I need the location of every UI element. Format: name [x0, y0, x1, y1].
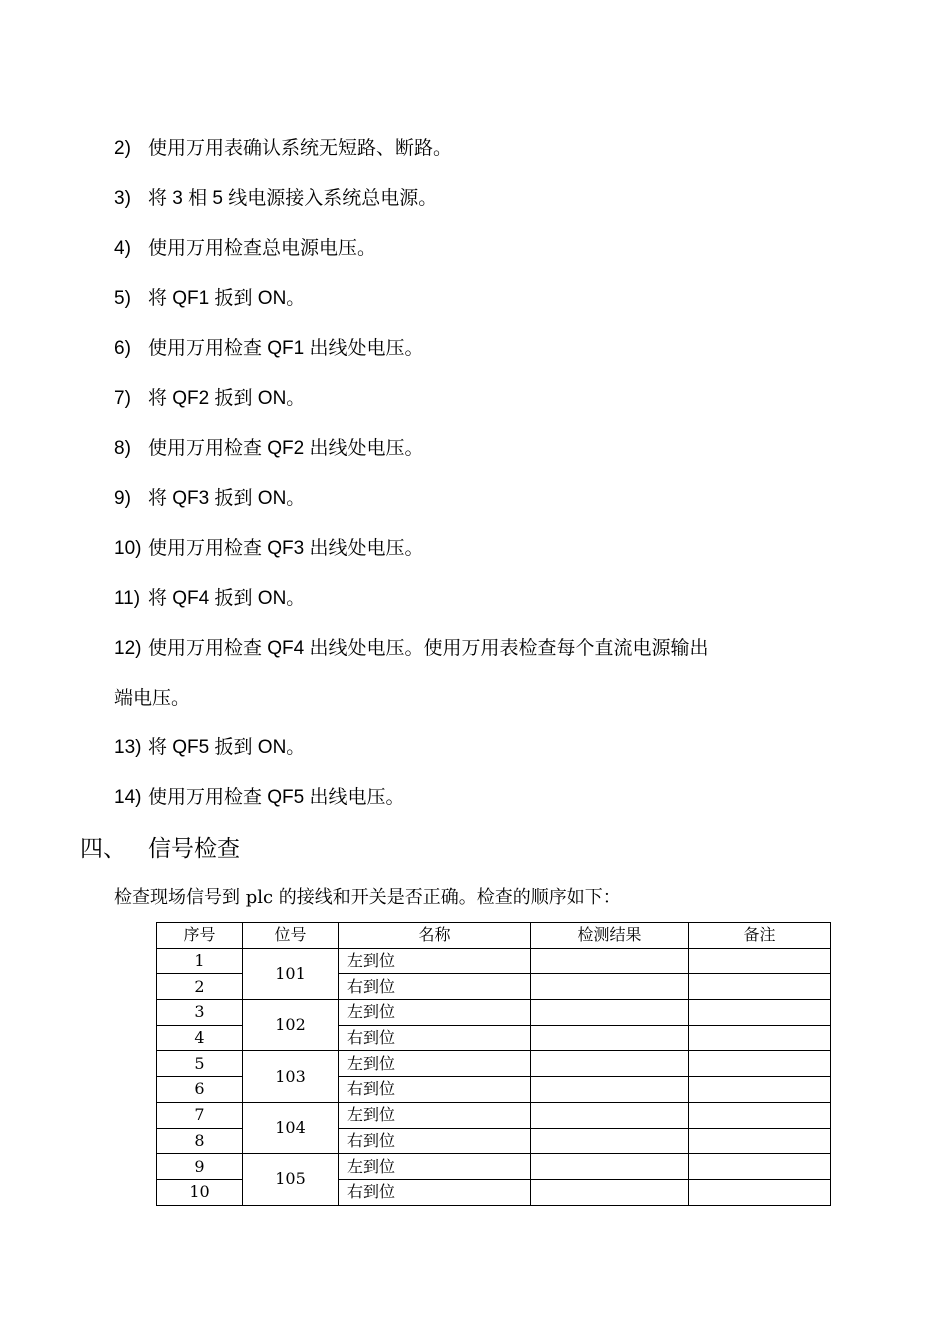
name-cell: 右到位 [339, 1128, 531, 1154]
step-text: 将 QF1 扳到 ON。 [148, 288, 306, 309]
step-text: 使用万用检查 QF3 出线处电压。 [148, 538, 424, 559]
step-item [114, 736, 305, 760]
seq-cell: 9 [157, 1154, 243, 1180]
header-result: 检测结果 [531, 923, 689, 949]
header-seq: 序号 [157, 923, 243, 949]
result-cell[interactable] [531, 1000, 689, 1026]
name-cell: 左到位 [339, 1000, 531, 1026]
step-text: 使用万用检查总电源电压。 [148, 238, 377, 259]
table-header-row [157, 923, 831, 949]
seq-cell: 8 [157, 1128, 243, 1154]
result-cell[interactable] [531, 1077, 689, 1103]
step-number: 7) [114, 388, 131, 409]
header-name: 名称 [339, 923, 531, 949]
step-item [114, 337, 424, 361]
result-cell[interactable] [531, 1179, 689, 1205]
step-item [114, 287, 305, 311]
step-item [114, 237, 376, 261]
table-row [157, 1051, 831, 1077]
seq-cell: 5 [157, 1051, 243, 1077]
note-cell[interactable] [689, 948, 831, 974]
step-number: 2) [114, 138, 131, 159]
step-number: 3) [114, 188, 131, 209]
step-text: 使用万用表确认系统无短路、断路。 [148, 138, 453, 159]
section-number: 四、 [80, 836, 126, 862]
result-cell[interactable] [531, 974, 689, 1000]
table-row [157, 1154, 831, 1180]
result-cell[interactable] [531, 948, 689, 974]
tag-cell: 103 [243, 1051, 339, 1102]
table-row [157, 1102, 831, 1128]
step-item [114, 187, 437, 211]
seq-cell: 7 [157, 1102, 243, 1128]
note-cell[interactable] [689, 1000, 831, 1026]
step-text: 使用万用检查 QF5 出线电压。 [148, 787, 405, 808]
header-tag: 位号 [243, 923, 339, 949]
step-text: 将 QF3 扳到 ON。 [148, 488, 306, 509]
name-cell: 右到位 [339, 1179, 531, 1205]
step-item [114, 387, 305, 411]
seq-cell: 2 [157, 974, 243, 1000]
section-heading [80, 834, 240, 864]
step-item [114, 587, 305, 611]
header-note: 备注 [689, 923, 831, 949]
step-number: 6) [114, 338, 131, 359]
name-cell: 右到位 [339, 1025, 531, 1051]
table-row [157, 948, 831, 974]
tag-cell: 104 [243, 1102, 339, 1153]
step-text: 将 QF4 扳到 ON。 [148, 588, 306, 609]
table-row [157, 1000, 831, 1026]
step-number: 13) [114, 737, 142, 758]
signal-check-table [156, 922, 831, 1206]
step-number: 10) [114, 538, 142, 559]
name-cell: 左到位 [339, 1051, 531, 1077]
name-cell: 左到位 [339, 1154, 531, 1180]
tag-cell: 105 [243, 1154, 339, 1205]
seq-cell: 1 [157, 948, 243, 974]
note-cell[interactable] [689, 1051, 831, 1077]
step-item [114, 437, 424, 461]
name-cell: 左到位 [339, 1102, 531, 1128]
seq-cell: 4 [157, 1025, 243, 1051]
result-cell[interactable] [531, 1051, 689, 1077]
note-cell[interactable] [689, 1102, 831, 1128]
step-item [114, 786, 405, 810]
seq-cell: 3 [157, 1000, 243, 1026]
note-cell[interactable] [689, 1179, 831, 1205]
step-number: 11) [114, 588, 141, 609]
tag-cell: 101 [243, 948, 339, 999]
result-cell[interactable] [531, 1128, 689, 1154]
note-cell[interactable] [689, 1128, 831, 1154]
step-number: 12) [114, 638, 142, 659]
result-cell[interactable] [531, 1025, 689, 1051]
tag-cell: 102 [243, 1000, 339, 1051]
step-continuation: 端电压。 [114, 688, 191, 709]
step-text: 使用万用检查 QF1 出线处电压。 [148, 338, 424, 359]
step-text: 使用万用检查 QF2 出线处电压。 [148, 438, 424, 459]
note-cell[interactable] [689, 974, 831, 1000]
result-cell[interactable] [531, 1154, 689, 1180]
step-number: 8) [114, 438, 131, 459]
step-item [114, 487, 305, 511]
step-item [114, 137, 452, 161]
step-text: 将 3 相 5 线电源接入系统总电源。 [148, 188, 438, 209]
seq-cell: 6 [157, 1077, 243, 1103]
note-cell[interactable] [689, 1077, 831, 1103]
intro-paragraph: 检查现场信号到 plc 的接线和开关是否正确。检查的顺序如下： [114, 887, 621, 908]
step-text: 将 QF5 扳到 ON。 [148, 737, 306, 758]
name-cell: 右到位 [339, 1077, 531, 1103]
name-cell: 右到位 [339, 974, 531, 1000]
step-item [114, 637, 709, 661]
section-title: 信号检查 [148, 836, 240, 862]
seq-cell: 10 [157, 1179, 243, 1205]
result-cell[interactable] [531, 1102, 689, 1128]
step-text: 使用万用检查 QF4 出线处电压。使用万用表检查每个直流电源输出 [148, 638, 709, 659]
step-number: 4) [114, 238, 131, 259]
note-cell[interactable] [689, 1025, 831, 1051]
note-cell[interactable] [689, 1154, 831, 1180]
step-number: 5) [114, 288, 131, 309]
name-cell: 左到位 [339, 948, 531, 974]
step-item [114, 537, 424, 561]
step-number: 14) [114, 787, 142, 808]
step-number: 9) [114, 488, 131, 509]
step-text: 将 QF2 扳到 ON。 [148, 388, 306, 409]
